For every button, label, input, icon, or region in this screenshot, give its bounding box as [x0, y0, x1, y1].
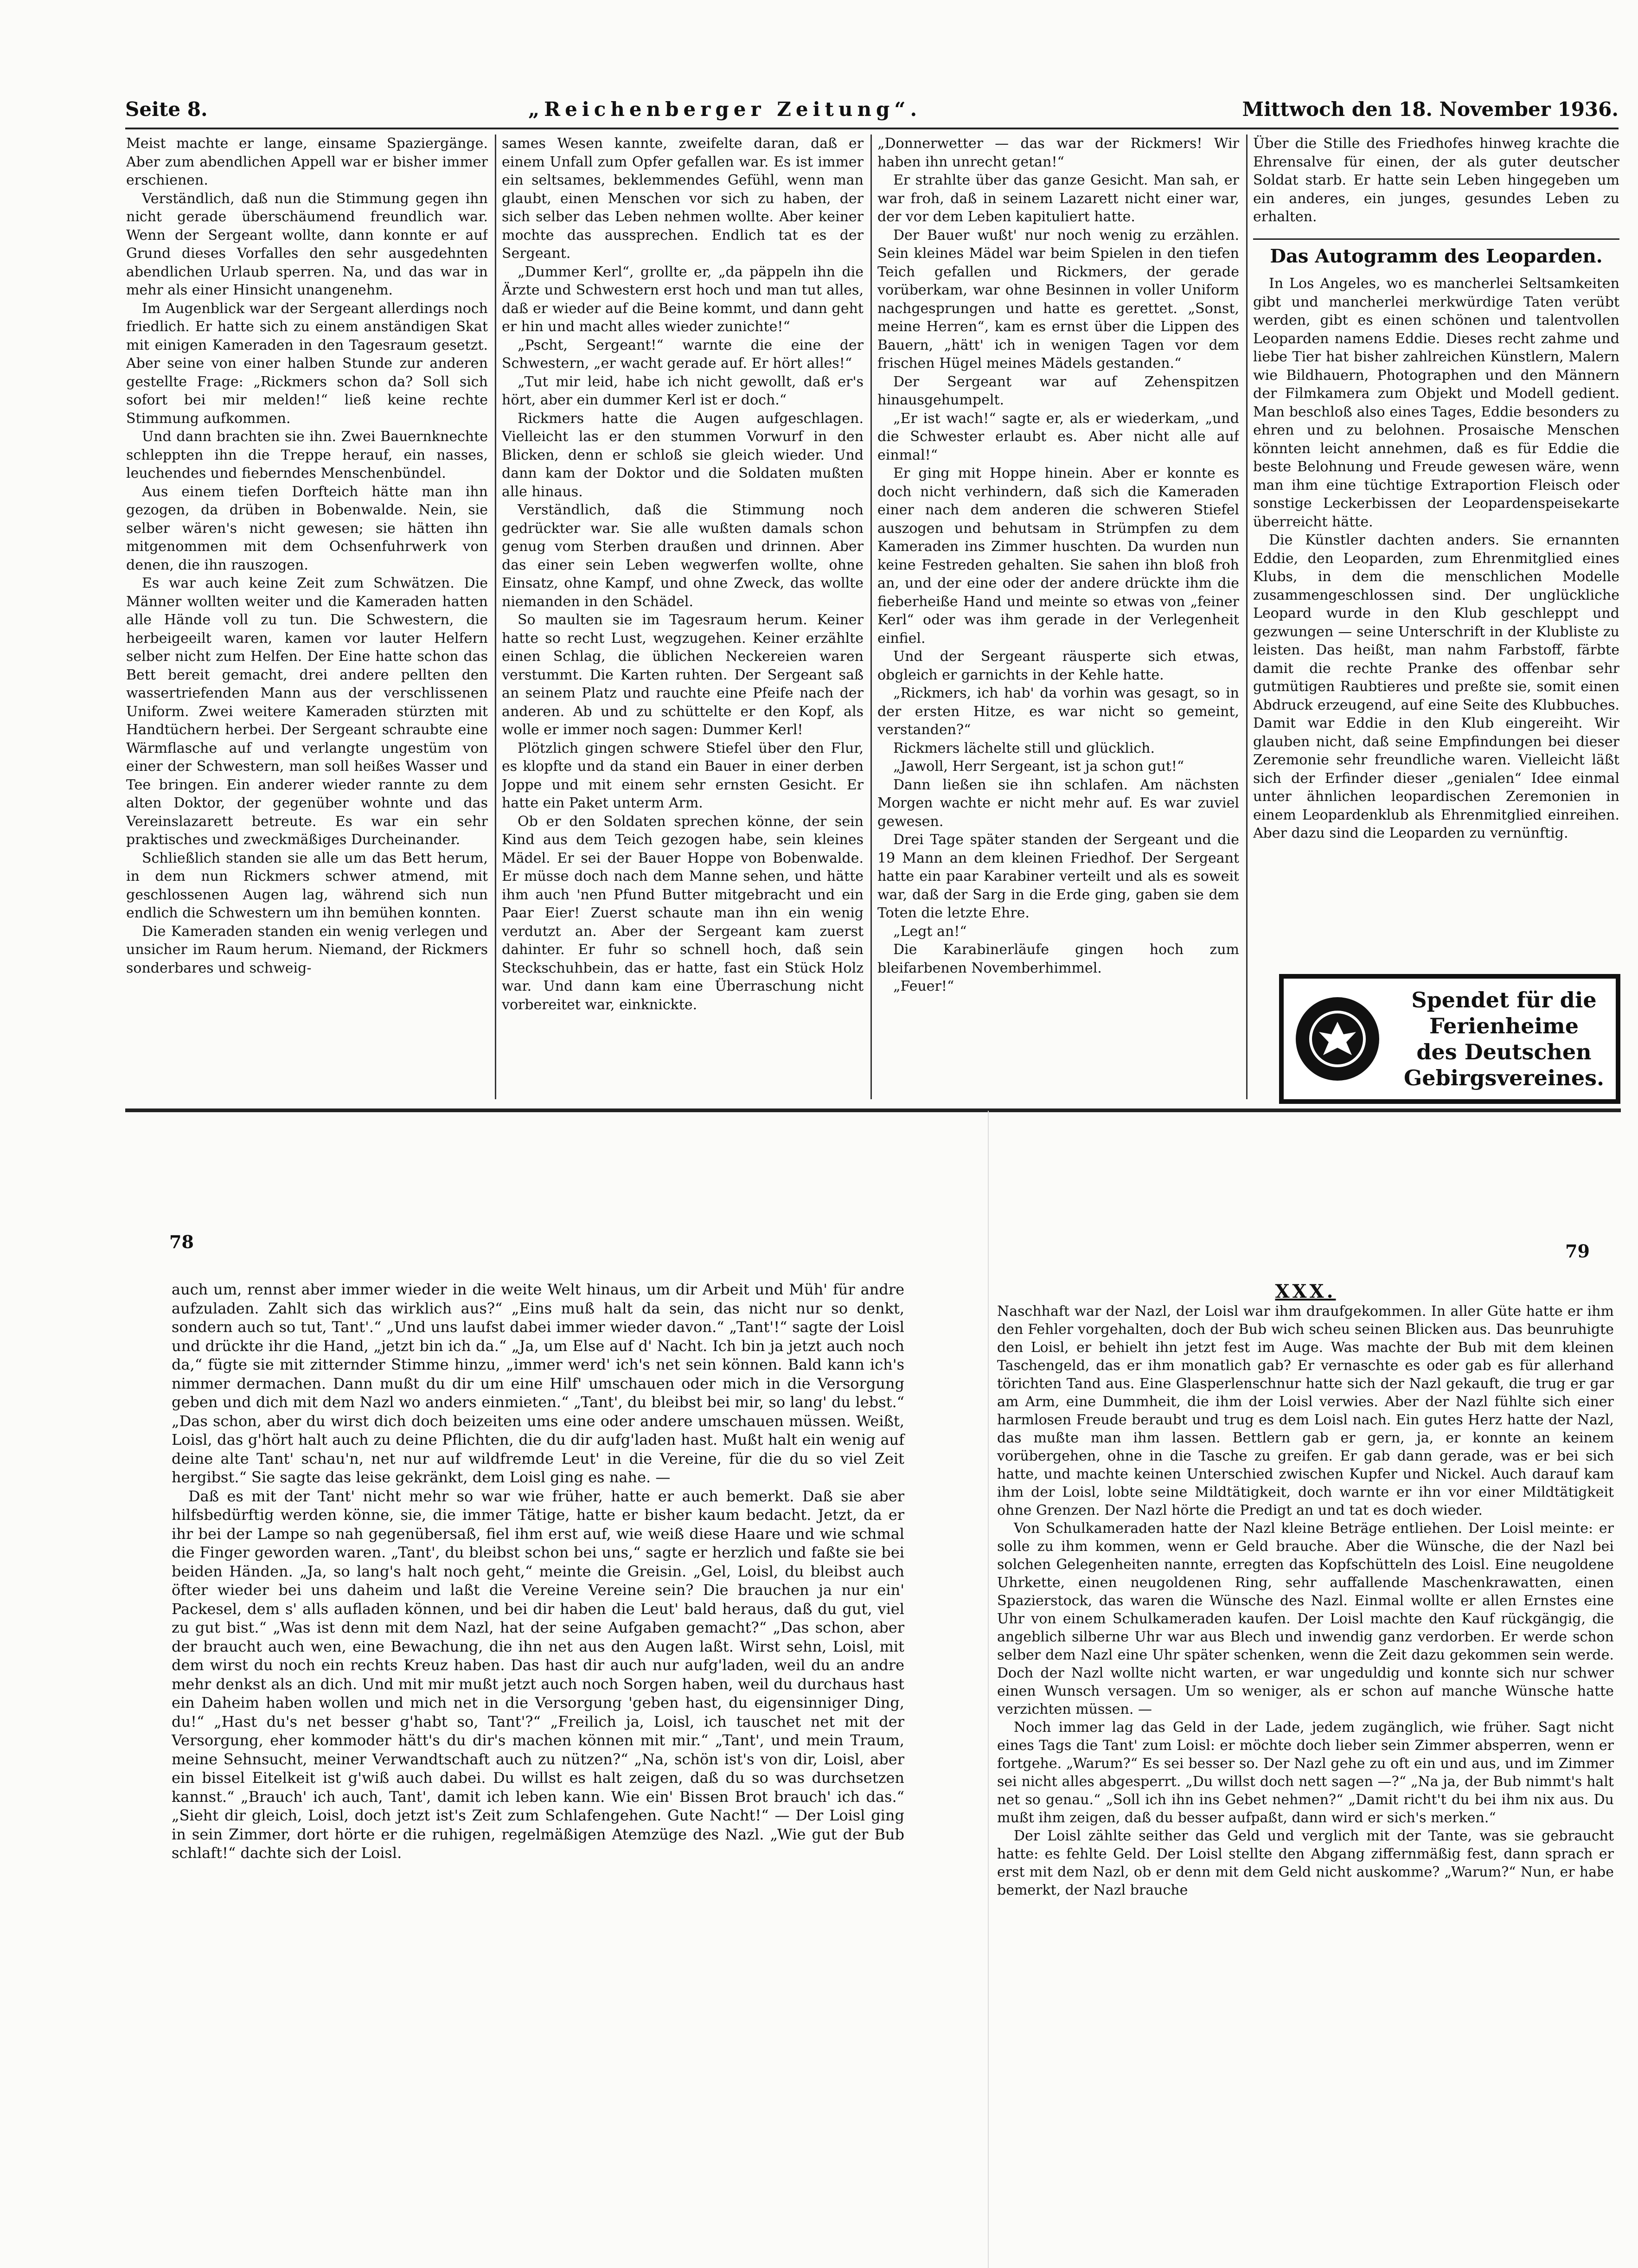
paragraph: Und dann brachten sie ihn. Zwei Bauernknechte schleppten ihn die Treppe herauf, ein nasses, leuchendes und fieberndes Menschenbündel.	[126, 429, 488, 481]
newspaper-title: „Reichenberger Zeitung“.	[528, 97, 922, 121]
paragraph: Der Bauer wußt' nur noch wenig zu erzählen. Sein kleines Mädel war beim Spielen in den tiefen Teich gefallen und Rickmers, der gerade vorüberkam, war ohne Besinnen in voller Uniform nachgesprungen und hatte es gerettet. „Sonst, meine Herren“, kam es ernst über die Lippen des Bauern, „hätt' ich in wenigen Tagen vor dem frischen Hügel meines Mädels gestanden.“	[877, 227, 1239, 372]
paragraph: Drei Tage später standen der Sergeant und die 19 Mann an dem kleinen Friedhof. Der Sergeant hatte ein paar Karabiner verteilt und als es soweit war, daß der Sarg in die Erde ging, gaben sie dem Toten die letzte Ehre.	[877, 832, 1239, 921]
paragraph: „Rickmers, ich hab' da vorhin was gesagt, so in der ersten Hitze, es war nicht so gemeint, verstanden?“	[877, 685, 1239, 738]
paragraph: Es war auch keine Zeit zum Schwätzen. Die Männer wollten weiter und die Kameraden hatten alle Hände voll zu tun. Die Schwestern, die herbeigeeilt waren, kamen vor lauter Helfern selber nicht zum Helfen. Der Eine hatte schon das Bett bereit gemacht, drei andere pellten den wassertriefenden Mann aus der verschlissenen Uniform. Zwei weitere Kameraden stürzten mit Handtüchern herbei. Der Sergeant schraubte eine Wärmflasche auf und verlangte ungestüm von einer der Schwestern, man soll heißes Wasser und Tee bringen. Ein anderer wieder rannte zu dem alten Doktor, der gegenüber wohnte und das Vereinslazarett betreute. Es war ein sehr praktisches und zweckmäßiges Durcheinander.	[126, 575, 488, 848]
article-title: Das Autogramm des Leoparden.	[1253, 238, 1619, 266]
newspaper-header	[125, 95, 1619, 129]
column-2	[502, 135, 864, 1104]
paragraph: Verständlich, daß nun die Stimmung gegen ihn nicht gerade überschäumend freundlich war. Wenn der Sergeant wollte, dann konnte er auf Grund dieses Vorfalles den sehr ausgedehnten abendlichen Urlaub sperren. Na, und das war in mehr als einer Hinsicht unangenehm.	[126, 190, 488, 298]
eagle-emblem-icon	[1296, 997, 1379, 1081]
paragraph: Im Augenblick war der Sergeant allerdings noch friedlich. Er hatte sich zu einem anständigen Skat mit einigen Kameraden in den Tagesraum gesetzt. Aber seine von einer halben Stunde zur anderen gestellte Frage: „Rickmers schon da? Soll sich sofort bei mir melden!“ ließ keine rechte Stimmung aufkommen.	[126, 300, 488, 427]
book-page-left	[172, 1280, 904, 2129]
book-page-number-left: 78	[169, 1231, 194, 1252]
advertisement-text	[1392, 987, 1616, 1091]
chapter-heading: XXX.	[1275, 1281, 1336, 1302]
paragraph: „Pscht, Sergeant!“ warnte die eine der Schwestern, „er wacht gerade auf. Er hört alles!“	[502, 337, 864, 372]
issue-date: Mittwoch den 18. November 1936.	[1242, 97, 1619, 121]
paragraph: „Dummer Kerl“, grollte er, „da päppeln ihn die Ärzte und Schwestern erst hoch und man tut alles, daß er wieder auf die Beine kommt, und dann geht er hin und macht alles wieder zunichte!“	[502, 263, 864, 335]
column-1	[126, 135, 488, 1104]
book-page-right	[997, 1282, 1614, 2150]
paragraph: Von Schulkameraden hatte der Nazl kleine Beträge entliehen. Der Loisl meinte: er solle zu ihm kommen, wenn er Geld brauche. Aber die Wünsche, die der Nazl bei solchen Gelegenheiten nannte, erregten das Kopfschütteln des Loisl. Eine neugoldene Uhrkette, einen neugoldenen Ring, sehr auffallende Maschenkrawatten, einen Spazierstock, das waren die Wünsche des Nazl. Einmal wollte er allen Ernstes eine Uhr von einem Schulkameraden kaufen. Der Loisl machte den Kauf rückgängig, die angeblich silberne Uhr war aus Blech und inwendig ganz verdorben. Er werde schon selber dem Nazl eine Uhr später schenken, wenn die Zeit dazu gekommen sein werde. Doch der Nazl wollte nicht warten, er war ungeduldig und konnte sich nur schwer einen Wunsch versagen. Um so weniger, als er schon auf manche Wünsche hatte verzichten müssen. —	[997, 1520, 1614, 1717]
paragraph: auch um, rennst aber immer wieder in die weite Welt hinaus, um dir Arbeit und Müh' für andre aufzuladen. Zahlt sich das wirklich aus?“ „Eins muß halt da sein, das nicht nur so denkt, sondern auch so tut, Tant'.“ „Und uns laufst dabei immer wieder davon.“ „Tant'!“ sagte der Loisl und drückte ihr die Hand, „jetzt bin ich da.“ „Ja, um Else auf d' Nacht. Ich bin ja jetzt auch noch da,“ fügte sie mit zitternder Stimme hinzu, „immer werd' ich's net sein können. Bald kann ich's nimmer dermachen. Dann mußt du dir um eine Hilf' umschauen oder mich in die Versorgung geben und dich mit dem Nazl wo anders einmieten.“ „Tant', du bleibst bei mir, so lang' du lebst.“ „Das schon, aber du wirst dich doch beizeiten ums eine oder andere umschauen müssen. Weißt, Loisl, das g'hört halt auch zu deine Pflichten, die du dir aufg'laden hast. Mußt halt ein wenig auf deine alte Tant' schau'n, net nur auf wildfremde Leut' in die Vereine, für die du so viel Zeit hergibst.“ Sie sagte das leise gekränkt, dem Loisl ging es nahe. —	[172, 1281, 904, 1486]
horizontal-divider	[125, 1108, 1621, 1112]
paragraph: Er ging mit Hoppe hinein. Aber er konnte es doch nicht verhindern, daß sich die Kameraden einer nach dem anderen die schweren Stiefel auszogen und behutsam in Strümpfen zu dem Kameraden ins Zimmer huschten. Da wurden nun keine Festreden gehalten. Sie sahen ihn bloß froh an, und der eine oder der andere drückte ihm die fieberheiße Hand und meinte so etwas von „feiner Kerl“ oder was ihm gerade in der Verlegenheit einfiel.	[877, 465, 1239, 647]
paragraph: Rickmers lächelte still und glücklich.	[893, 740, 1155, 756]
paragraph: Verständlich, daß die Stimmung noch gedrückter war. Sie alle wußten damals schon genug vom Sterben draußen und drinnen. Aber das einer sein Leben wegwerfen wollte, ohne Einsatz, ohne Kampf, und ohne Zweck, das wollte niemanden in den Schädel.	[502, 502, 864, 610]
paragraph: Der Loisl zählte seither das Geld und verglich mit der Tante, was sie gebraucht hatte: es fehlte Geld. Der Loisl stellte den Abgang ziffernmäßig fest, dann sprach er erst mit dem Nazl, ob er denn mit dem Geld nicht auskomme? „Warum?“ Nun, er habe bemerkt, der Nazl brauche	[997, 1828, 1614, 1898]
column-4	[1253, 135, 1619, 965]
paragraph: In Los Angeles, wo es mancherlei Seltsamkeiten gibt und mancherlei merkwürdige Taten verübt werden, gibt es einen schönen und talentvollen Leoparden namens Eddie. Dieses recht zahme und liebe Tier hat bisher zahlreichen Künstlern, Malern wie Bildhauern, Photographen und den Männern der Filmkamera zum Objekt und Modell gedient. Man beschloß also eines Tages, Eddie besonders zu ehren und zu belohnen. Prosaische Menschen könnten leicht annehmen, daß es für Eddie die beste Belohnung und Freude gewesen wäre, wenn man ihm eine tüchtige Extraportion Fleisch oder sonstige Leckerbissen der Leopardenspeisekarte überreicht hätte.	[1253, 275, 1619, 530]
paragraph: „Donnerwetter — das war der Rickmers! Wir haben ihn unrecht getan!“	[877, 135, 1239, 170]
paragraph: Der Sergeant war auf Zehenspitzen hinausgehumpelt.	[877, 373, 1239, 408]
column-3	[877, 135, 1239, 1104]
paragraph: Rickmers hatte die Augen aufgeschlagen. Vielleicht las er den stummen Vorwurf in den Blicken, denn er schloß sie gleich wieder. Und dann kam der Doktor und die Soldaten mußten alle hinaus.	[502, 410, 864, 500]
book-spine-shadow	[988, 1111, 989, 2268]
paragraph: Naschhaft war der Nazl, der Loisl war ihm draufgekommen. In aller Güte hatte er ihm den Fehler vorgehalten, doch der Bub wich scheu seinen Blicken aus. Das beunruhigte den Loisl, er behielt ihn jetzt fest im Auge. Was machte der Bub mit dem kleinen Taschengeld, das er ihm monatlich gab? Er vernaschte es oder gab es für allerhand törichten Tand aus. Eine Glasperlenschnur hatte sich der Nazl gekauft, die trug er gar am Arm, eine Dummheit, die ihm der Loisl verwies. Aber der Nazl fühlte sich einer harmlosen Freude beraubt und trug es dem Loisl nach. Ein gutes Herz hatte der Nazl, das mußte man ihm lassen. Bettlern gab er gern, ja, er konnte an keinem vorübergehen, ohne in die Tasche zu greifen. Er gab dann gerade, was er bei sich hatte, und machte keinen Unterschied zwischen Kupfer und Nickel. Auch darauf kam ihm der Loisl, lobte seine Mildtätigkeit, doch warnte er ihn vor einer Mildtätigkeit ohne Grenzen. Der Nazl hörte die Predigt an und tat es doch wieder.	[997, 1303, 1614, 1518]
paragraph: So maulten sie im Tagesraum herum. Keiner hatte so recht Lust, wegzugehen. Keiner erzählte einen Schlag, die üblichen Neckereien waren verstummt. Die Karten ruhten. Der Sergeant saß an seinem Platz und rauchte eine Pfeife nach der anderen. Ab und zu schüttelte er den Kopf, als wolle er immer noch sagen: Dummer Kerl!	[502, 612, 864, 738]
paragraph: Plötzlich gingen schwere Stiefel über den Flur, es klopfte und da stand ein Bauer in einer derben Joppe und mit einem sehr ernsten Gesicht. Er hatte ein Paket unterm Arm.	[502, 740, 864, 811]
book-page-number-right: 79	[1565, 1241, 1590, 1262]
paragraph: Meist machte er lange, einsame Spaziergänge. Aber zum abendlichen Appell war er bisher immer erschienen.	[126, 135, 488, 188]
paragraph: „Tut mir leid, habe ich nicht gewollt, daß er's hört, aber ein dummer Kerl ist er doch.“	[502, 373, 864, 408]
paragraph: Die Künstler dachten anders. Sie ernannten Eddie, den Leoparden, zum Ehrenmitglied eines Klubs, in dem die menschlichen Modelle zusammengeschlossen sind. Der unglückliche Leopard wurde in den Klub geschleppt und gezwungen — seine Unterschrift in der Klubliste zu leisten. Das heißt, man nahm Farbstoff, färbte damit die rechte Pranke des offenbar sehr gutmütigen Raubtieres und preßte sie, somit einen Abdruck erzeugend, auf eine Seite des Klubbuches. Damit war Eddie in den Klub eingereiht. Wir glauben nicht, daß seine Empfindungen bei dieser Zeremonie sehr freundliche waren. Vielleicht läßt sich der Erfinder dieser „genialen“ Idee einmal unter ähnlichen leopardischen Zeremonien in einem Leopardenklub als Ehrenmitglied einreihen. Aber dazu sind die Leoparden zu vernünftig.	[1253, 532, 1619, 841]
column-divider	[495, 135, 496, 1099]
paragraph: Die Kameraden standen ein wenig verlegen und unsicher im Raum herum. Niemand, der Rickmers sonderbares und schweig-	[126, 923, 488, 976]
paragraph: Dann ließen sie ihn schlafen. Am nächsten Morgen wachte er nicht mehr auf. Es war zuviel gewesen.	[877, 776, 1239, 830]
paragraph: Aus einem tiefen Dorfteich hätte man ihn gezogen, da drüben in Bobenwalde. Nein, sie selber wären's nicht gewesen; sie hätten ihn mitgenommen mit dem Ochsenfuhrwerk von denen, die ihn rauszogen.	[126, 483, 488, 573]
column-divider	[870, 135, 872, 1099]
paragraph: Daß es mit der Tant' nicht mehr so war wie früher, hatte er auch bemerkt. Daß sie aber hilfsbedürftig werden könne, sie, die immer Tätige, hatte er bisher kaum bedacht. Jetzt, da er ihr bei der Lampe so nah gegenübersaß, fiel ihm erst auf, wie weiß diese Haare und wie schmal die Finger geworden waren. „Tant', du bleibst schon bei uns,“ sagte er herzlich und faßte sie bei beiden Händen. „Ja, so lang's halt noch geht,“ meinte die Greisin. „Gel, Loisl, du bleibst auch öfter wieder bei uns daheim und laßt die Vereine Vereine sein? Die brauchen ja nur ein' Packesel, dem s' alls aufladen können, und bei dir haben die Leut' bald heraus, daß du gut, viel zu gut bist.“ „Was ist denn mit dem Nazl, hat der seine Aufgaben gemacht?“ „Das schon, aber der braucht auch wen, eine Bewachung, die ihn net aus den Augen laßt. Wirst sehn, Loisl, mit dem wirst du noch ein rechts Kreuz haben. Das hast dir auch nur aufg'laden, weil du an andre mehr denkst als an dich. Und mit mir mußt jetzt auch noch Sorgen haben, weil du durchaus hast ein Daheim haben wollen und mich net in die Versorgung 'geben hast, du eigensinniger Ding, du!“ „Hast du's net besser g'habt so, Tant'?“ „Freilich ja, Loisl, ich tauschet net mit der Versorgung, eher kommoder hätt's du dir's machen können mit mir.“ „Tant', und mein Traum, meine Sehnsucht, meiner Verwandtschaft auch zu nützen?“ „Na, schön ist's von dir, Loisl, aber ein bissel Eitelkeit ist g'wiß auch dabei. Du willst es halt zeigen, daß du so was durchsetzen kannst.“ „Brauch' ich auch, Tant', damit ich leben kann. Wie ein' Bissen Brot brauch' ich das.“ „Sieht dir gleich, Loisl, doch jetzt ist's Zeit zum Schlafengehen. Gute Nacht!“ — Der Loisl ging in sein Zimmer, dort hörte er die ruhigen, regelmäßigen Atemzüge des Nazl. „Wie gut der Bub schlaft!“ dachte sich der Loisl.	[172, 1487, 904, 1862]
paragraph: „Jawoll, Herr Sergeant, ist ja schon gut!“	[893, 758, 1184, 775]
paragraph: „Er ist wach!“ sagte er, als er wiederkam, „und die Schwester erlaubt es. Aber nicht alle auf einmal!“	[877, 410, 1239, 463]
page-label: Seite 8.	[125, 97, 208, 121]
paragraph: sames Wesen kannte, zweifelte daran, daß er einem Unfall zum Opfer gefallen war. Es ist immer ein seltsames, beklemmendes Gefühl, wenn man glaubt, einen Menschen vor sich zu haben, der sich selber das Leben nehmen wollte. Aber keiner mochte das aussprechen. Endlich tat es der Sergeant.	[502, 135, 864, 262]
column-divider	[1246, 135, 1248, 1099]
paragraph: Die Karabinerläufe gingen hoch zum bleifarbenen Novemberhimmel.	[877, 942, 1239, 976]
paragraph: Ob er den Soldaten sprechen könne, der sein Kind aus dem Teich gezogen habe, sein kleines Mädel. Er sei der Bauer Hoppe von Bobenwalde. Er müsse doch nach dem Manne sehen, und hätte ihm auch 'nen Pfund Butter mitgebracht und ein Paar Eier! Zuerst schaute man ihn ein wenig verdutzt an. Aber der Sergeant kam zuerst dahinter. Er fuhr so schnell hoch, daß sein Steckschuhbein, das er hatte, fast ein Stück Holz war. Und dann kam eine Überraschung nicht vorbereitet war, einknickte.	[502, 813, 864, 1013]
advertisement-line: Ferienheime	[1429, 1013, 1579, 1038]
advertisement-line: Gebirgsvereines.	[1403, 1065, 1605, 1090]
advertisement-line: Spendet für die	[1411, 987, 1597, 1012]
paragraph: Schließlich standen sie alle um das Bett herum, in dem nun Rickmers schwer atmend, mit geschlossenen Augen lag, während sich nun endlich die Schwestern um ihn bemühen konnten.	[126, 850, 488, 921]
donation-advertisement	[1279, 974, 1620, 1104]
paragraph: „Legt an!“	[893, 923, 967, 940]
paragraph: Er strahlte über das ganze Gesicht. Man sah, er war froh, daß in seinem Lazarett nicht einer war, der vor dem Leben kapituliert hatte.	[877, 172, 1239, 225]
paragraph: Noch immer lag das Geld in der Lade, jedem zugänglich, wie früher. Sagt nicht eines Tags die Tant' zum Loisl: er möchte doch lieber sein Zimmer absperren, wenn er fortgehe. „Warum?“ Es sei besser so. Der Nazl gehe zu oft ein und aus, und im Zimmer sei nicht alles abgesperrt. „Du willst doch nett sagen —?“ „Na ja, der Bub nimmt's halt net so genau.“ „Soll ich ihn ins Gebet nehmen?“ „Damit richt't du bei ihm nix aus. Du mußt ihm zeigen, daß du besser aufpaßt, dann wird er sich's merken.“	[997, 1719, 1614, 1826]
paragraph: „Feuer!“	[893, 978, 954, 994]
paragraph: Und der Sergeant räusperte sich etwas, obgleich er garnichts in der Kehle hatte.	[877, 648, 1239, 683]
advertisement-line: des Deutschen	[1416, 1039, 1592, 1064]
paragraph: Über die Stille des Friedhofes hinweg krachte die Ehrensalve für einen, der als guter deutscher Soldat starb. Er hatte sein Leben hingegeben um ein anderes, ein junges, gesundes Leben zu erhalten.	[1253, 135, 1619, 225]
